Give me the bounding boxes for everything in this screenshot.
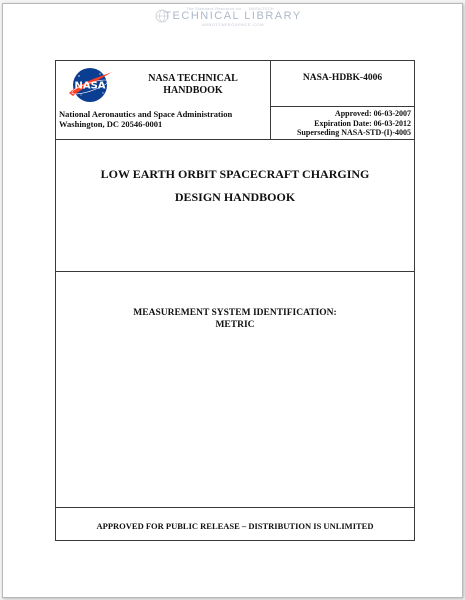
nasa-logo-icon bbox=[67, 66, 113, 104]
nasa-logo-text: NASA bbox=[74, 80, 106, 92]
agency-block bbox=[59, 109, 264, 129]
header-bottom-rule bbox=[56, 139, 414, 140]
document-page bbox=[2, 3, 463, 598]
handbook-type-line2: HANDBOOK bbox=[163, 85, 223, 96]
watermark-top-line: The Standard Resource for ... NASA/TECH ... bbox=[185, 6, 281, 11]
agency-address: Washington, DC 20546-0001 bbox=[59, 119, 163, 129]
header-divider-right bbox=[270, 106, 415, 107]
date-block bbox=[270, 109, 411, 138]
document-number: NASA-HDBK-4006 bbox=[302, 73, 383, 83]
document-title-line1: LOW EARTH ORBIT SPACECRAFT CHARGING bbox=[100, 167, 370, 181]
approved-date: Approved: 06-03-2007 bbox=[334, 109, 411, 118]
measurement-system-label: MEASUREMENT SYSTEM IDENTIFICATION: bbox=[133, 308, 337, 318]
expiration-date: Expiration Date: 06-03-2012 bbox=[314, 118, 411, 128]
release-statement: APPROVED FOR PUBLIC RELEASE – DISTRIBUTION IS UNLIMITED bbox=[96, 521, 374, 531]
watermark-url: ABBOTTAEROSPACE.COM bbox=[201, 22, 265, 27]
globe-icon bbox=[155, 9, 169, 23]
measurement-system bbox=[56, 307, 414, 331]
agency-name: National Aeronautics and Space Administration bbox=[59, 109, 233, 119]
footer-top-rule bbox=[56, 507, 414, 508]
cover-frame bbox=[55, 60, 415, 541]
document-title-line2: DESIGN HANDBOOK bbox=[174, 190, 296, 204]
handbook-type-line1: NASA TECHNICAL bbox=[148, 73, 238, 84]
handbook-type bbox=[118, 73, 268, 97]
title-bottom-rule bbox=[56, 271, 414, 272]
watermark-name: TECHNICAL LIBRARY bbox=[164, 10, 302, 22]
document-title bbox=[56, 163, 414, 209]
superseding: Superseding NASA-STD-(I)-4005 bbox=[296, 128, 411, 137]
watermark-technical-library bbox=[153, 6, 313, 28]
measurement-system-value: METRIC bbox=[215, 320, 255, 330]
